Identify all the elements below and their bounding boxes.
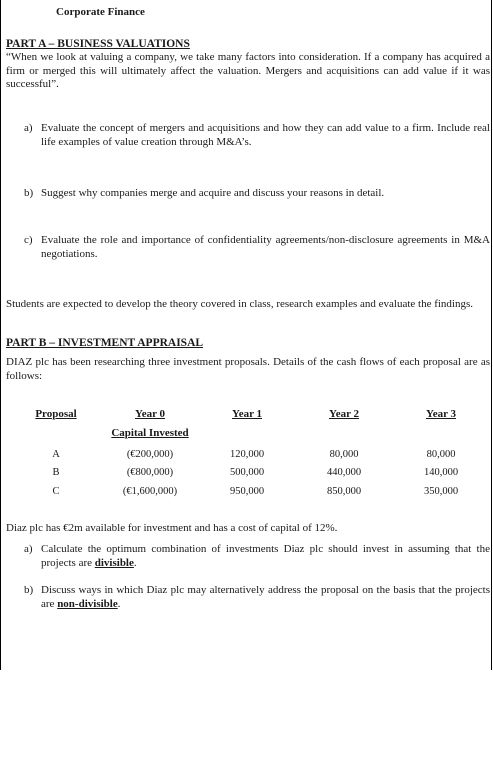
table-header-year2: Year 2 xyxy=(328,408,360,420)
document-title: Corporate Finance xyxy=(56,6,145,18)
emphasis-non-divisible: non-divisible xyxy=(57,597,118,610)
question-b-text: Suggest why companies merge and acquire and discuss your reasons in detail. xyxy=(41,187,385,199)
table-cell: (€800,000) xyxy=(126,467,174,478)
table-cell: 850,000 xyxy=(326,486,362,497)
table-header-year1: Year 1 xyxy=(231,408,263,420)
question-c-label: c) xyxy=(24,234,33,246)
question-b-a-text: Calculate the optimum combination of investments Diaz plc should invest in assuming that the projects are divisible. xyxy=(41,543,490,569)
table-subheader-capital: Capital Invested xyxy=(111,427,189,439)
part-b-intro: DIAZ plc has been researching three investment proposals. Details of the cash flows of each proposal are as follows: xyxy=(6,356,490,382)
table-header-proposal: Proposal xyxy=(35,408,77,420)
emphasis-divisible: divisible xyxy=(94,556,134,569)
table-cell: 80,000 xyxy=(426,449,456,460)
question-a-label: a) xyxy=(24,122,33,134)
table-cell: B xyxy=(52,467,60,478)
question-a-text: Evaluate the concept of mergers and acquisitions and how they can add value to a firm. Include real life examples of value creation through M&A’s. xyxy=(41,122,490,148)
table-cell: 350,000 xyxy=(423,486,459,497)
part-b-heading: PART B – INVESTMENT APPRAISAL xyxy=(6,337,204,349)
table-cell: C xyxy=(52,486,60,497)
question-b-b-text: Discuss ways in which Diaz plc may alternatively address the proposal on the basis that the projects are non-divisible. xyxy=(41,584,490,610)
table-header-year3: Year 3 xyxy=(425,408,457,420)
question-c-text: Evaluate the role and importance of confidentiality agreements/non-disclosure agreements in M&A negotiations. xyxy=(41,234,490,260)
question-b-label: b) xyxy=(24,187,34,199)
table-cell: (€1,600,000) xyxy=(122,486,178,497)
question-b-b-label: b) xyxy=(24,584,34,596)
table-cell: 440,000 xyxy=(326,467,362,478)
table-cell: (€200,000) xyxy=(126,449,174,460)
table-cell: 120,000 xyxy=(229,449,265,460)
table-cell: A xyxy=(52,449,60,460)
table-cell: 500,000 xyxy=(229,467,265,478)
capital-note: Diaz plc has €2m available for investment and has a cost of capital of 12%. xyxy=(6,522,338,534)
table-cell: 80,000 xyxy=(329,449,359,460)
question-b-a-label: a) xyxy=(24,543,33,555)
table-header-year0: Year 0 xyxy=(134,408,166,420)
part-a-heading: PART A – BUSINESS VALUATIONS xyxy=(6,38,190,50)
part-a-note: Students are expected to develop the theory covered in class, research examples and evaluate the findings. xyxy=(6,298,474,310)
table-cell: 140,000 xyxy=(423,467,459,478)
table-cell: 950,000 xyxy=(229,486,265,497)
part-a-intro: “When we look at valuing a company, we take many factors into consideration. If a company has acquired a firm or merged this will ultimately affect the valuation. Mergers and acquisitions can add value if it was successful”. xyxy=(6,51,490,90)
